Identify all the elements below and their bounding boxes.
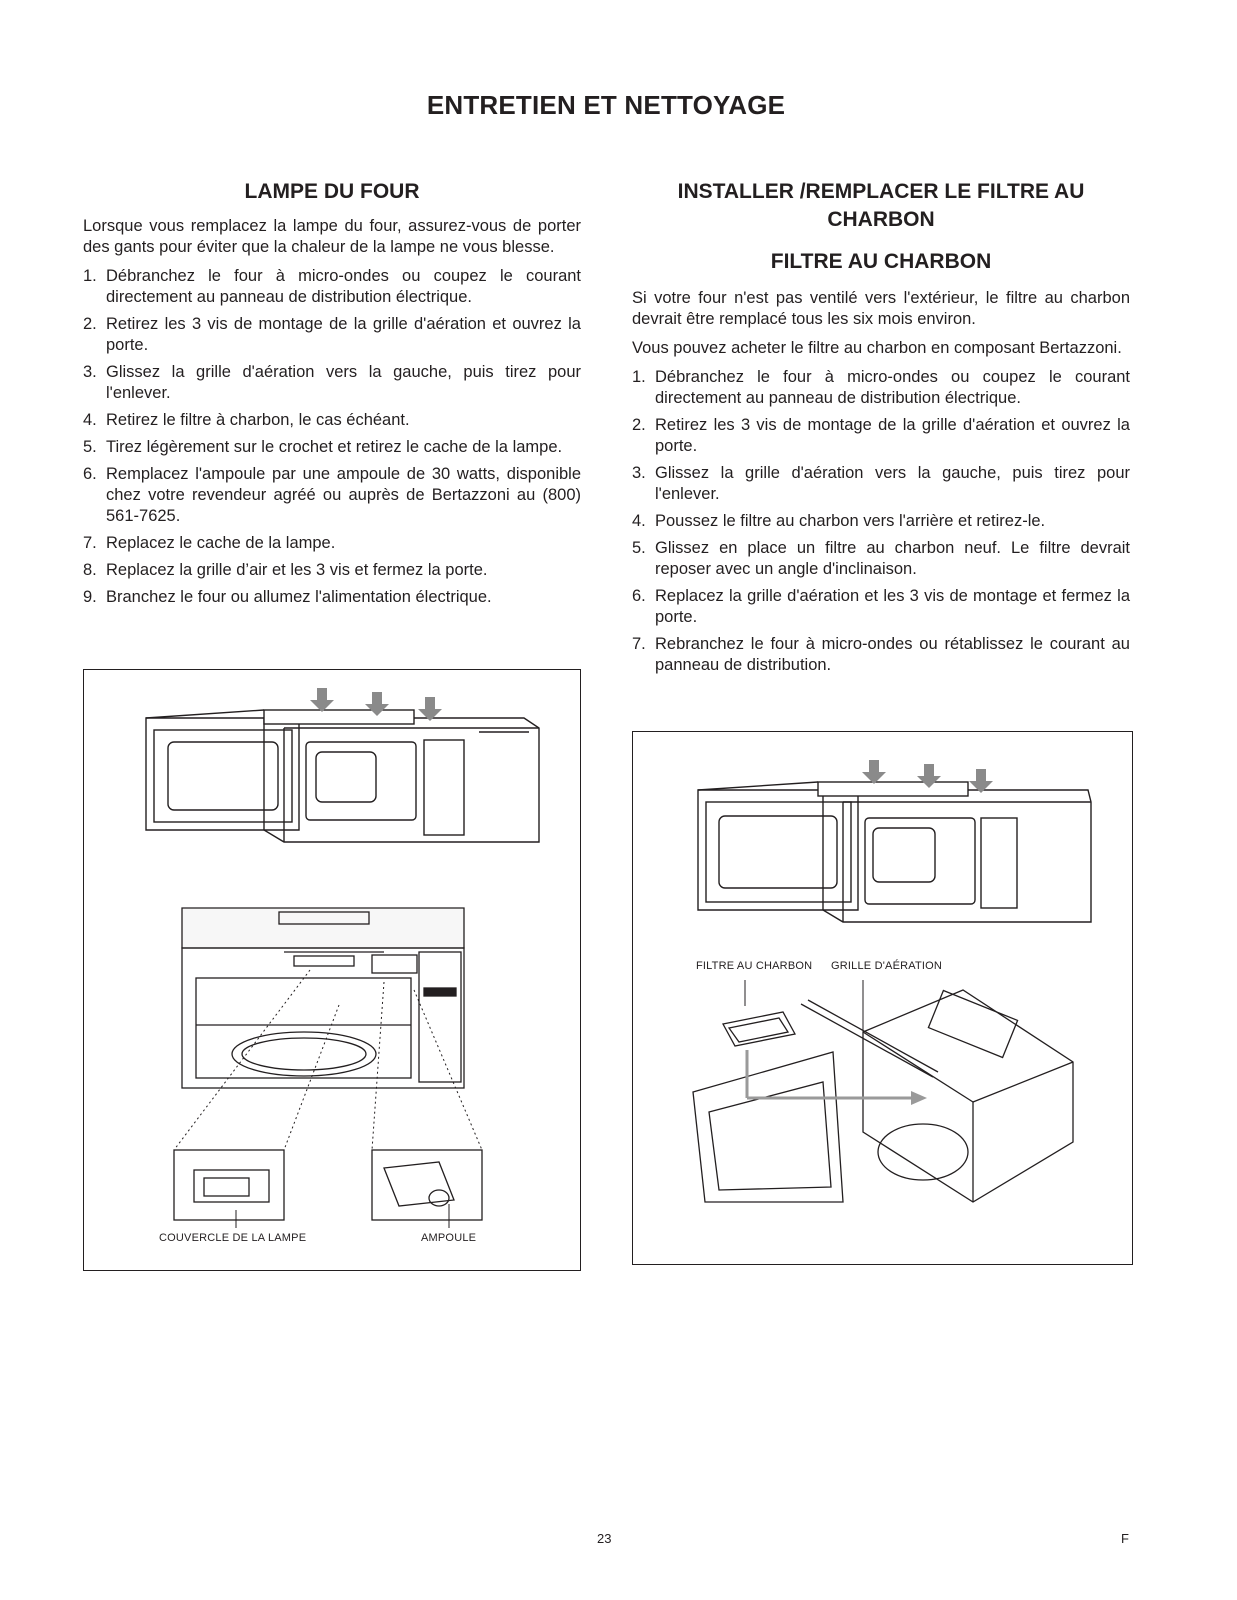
filter-paragraph-2: Vous pouvez acheter le filtre au charbon en composant Bertazzoni.: [632, 339, 1122, 357]
list-item: 8. Replacez la grille d’air et les 3 vis et fermez la porte.: [83, 561, 488, 579]
vent-grille-label: GRILLE D'AÉRATION: [831, 960, 943, 972]
list-item: 4. Poussez le filtre au charbon vers l'arrière et retirez-le.: [632, 512, 1046, 530]
bulb-label: AMPOULE: [421, 1232, 477, 1244]
language-code: F: [1121, 1531, 1129, 1546]
list-item: 7. Replacez le cache de la lampe.: [83, 534, 336, 552]
right-column: [632, 178, 1130, 682]
list-item: 5. Glissez en place un filtre au charbon neuf. Le filtre devrait reposer avec un angle d'inclinaison.: [632, 539, 1130, 578]
list-item: 1. Débranchez le four à micro-ondes ou coupez le courant directement au panneau de distribution électrique.: [83, 267, 581, 306]
microwave-filter-diagram: [633, 732, 1132, 1264]
page-number: 23: [597, 1531, 612, 1546]
page-title: ENTRETIEN ET NETTOYAGE: [426, 90, 786, 120]
intro-paragraph: Lorsque vous remplacez la lampe du four, assurez-vous de porter des gants pour éviter que la chaleur de la lampe ne vous blesse.: [83, 217, 581, 256]
list-item: 6. Remplacez l'ampoule par une ampoule de 30 watts, disponible chez votre revendeur agréé ou auprès de Bertazzoni au (800) 561-7625.: [83, 465, 581, 525]
charcoal-filter-illustration: [632, 731, 1133, 1265]
left-column: [83, 178, 581, 614]
list-item: 7. Rebranchez le four à micro-ondes ou rétablissez le courant au panneau de distribution.: [632, 635, 1130, 674]
list-item: 3. Glissez la grille d'aération vers la gauche, puis tirez pour l'enlever.: [632, 464, 1130, 503]
list-item: 3. Glissez la grille d'aération vers la gauche, puis tirez pour l'enlever.: [83, 363, 581, 402]
list-item: 2. Retirez les 3 vis de montage de la grille d'aération et ouvrez la porte.: [83, 315, 581, 354]
list-item: 2. Retirez les 3 vis de montage de la grille d'aération et ouvrez la porte.: [632, 416, 1130, 455]
list-item: 4. Retirez le filtre à charbon, le cas échéant.: [83, 411, 410, 429]
filter-steps-list: [632, 367, 1130, 676]
lamp-replacement-illustration: [83, 669, 581, 1271]
filter-paragraph-1: Si votre four n'est pas ventilé vers l'extérieur, le filtre au charbon devrait être remplacé tous les six mois environ.: [632, 289, 1130, 328]
list-item: 1. Débranchez le four à micro-ondes ou coupez le courant directement au panneau de distribution électrique.: [632, 368, 1130, 407]
section-heading-charcoal-filter: INSTALLER /REMPLACER LE FILTRE AU CHARBON: [677, 180, 1085, 231]
list-item: 9. Branchez le four ou allumez l'alimentation électrique.: [83, 588, 492, 606]
subheading-charcoal-filter: FILTRE AU CHARBON: [770, 250, 992, 273]
lamp-cover-label: COUVERCLE DE LA LAMPE: [159, 1232, 307, 1244]
list-item: 5. Tirez légèrement sur le crochet et retirez le cache de la lampe.: [83, 438, 563, 456]
section-heading-oven-lamp: LAMPE DU FOUR: [244, 180, 420, 203]
lamp-steps-list: [83, 266, 581, 608]
list-item: 6. Replacez la grille d'aération et les 3 vis de montage et fermez la porte.: [632, 587, 1130, 626]
charcoal-filter-label: FILTRE AU CHARBON: [696, 960, 813, 972]
microwave-lamp-diagram: [84, 670, 580, 1270]
